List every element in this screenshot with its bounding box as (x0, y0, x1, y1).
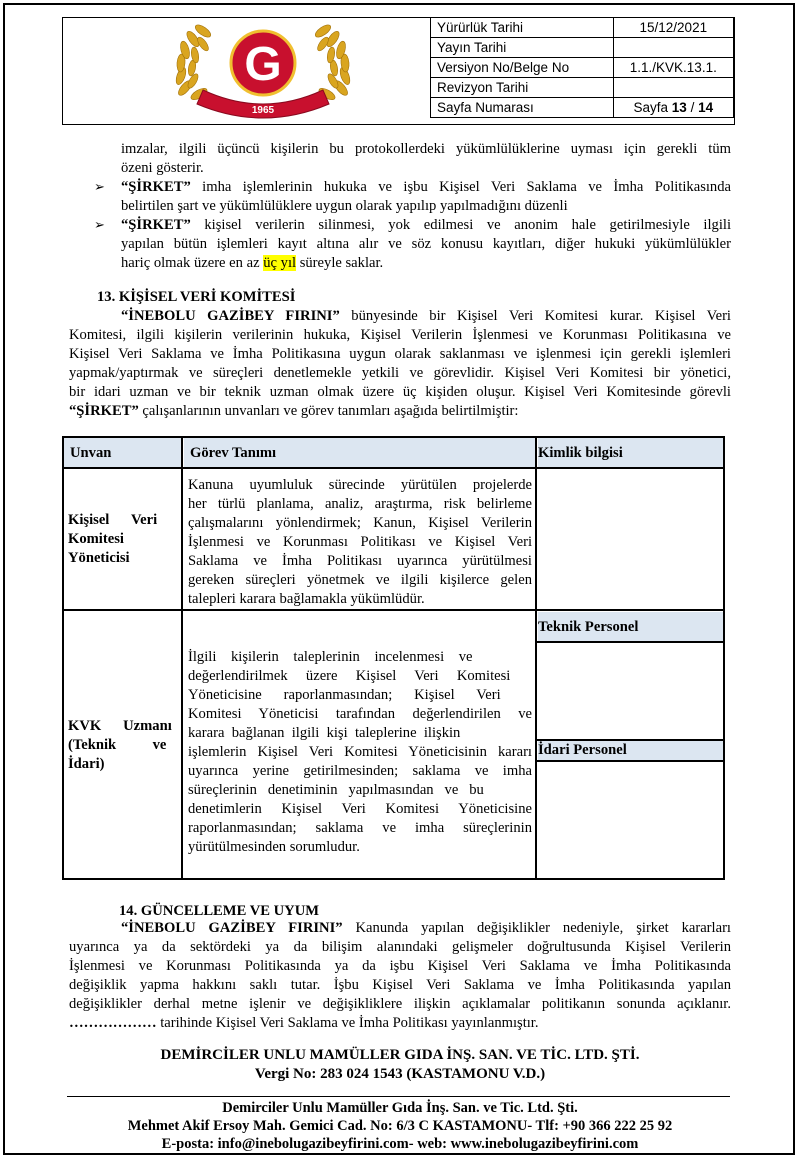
role-description: Kanuna uyumluluk sürecinde yürütülen projelerde her türlü planlama, analiz, araştırma, risk belirleme çalışmalarını yönlendirmek; Kanun, Kişisel Verilerin İşlenmesi ve Korunması Politikası ve Kişisel Veri Saklama ve İmha Politikası uyarınca yürütülmesi gereken süreçleri yönetmek ve ilgili kişilerce gelen talepleri karara bağlamakla yükümlüdür. (188, 477, 532, 607)
footer-contact: E-posta: info@inebolugazibeyfirini.com- web: www.inebolugazibeyfirini.com (161, 1136, 639, 1152)
document-header (62, 17, 735, 125)
meta-row (431, 58, 734, 78)
meta-label: Yayın Tarihi (431, 38, 614, 58)
bullet-item: “ŞİRKET” imha işlemlerinin hukuka ve işbu Kişisel Veri Saklama ve İmha Politikasında belirtilen şart ve yükümlülüklere uygun olarak yapılıp yapılmadığını düzenli (121, 179, 731, 214)
table-border (62, 467, 725, 469)
section-paragraph: “İNEBOLU GAZİBEY FIRINI” bünyesinde bir Kişisel Veri Komitesi kurar. Kişisel Veri Komitesi, ilgili kişilerin verilerinin hukuka, Kişisel Verilerin İşlenmesi ve Korunması Politikasına ve Kişisel Veri Saklama ve İmha Politikasına uygun olarak saklanması ve işlenmesi için gerekli işlemleri yapmak/yaptırmak ve süreçleri denetlemekle yetkili ve görevlidir. Kişisel Veri Komitesi bir yönetici, bir idari uzman ve bir teknik uzman olmak üzere üç kişiden oluşur. Kişisel Veri Komitesinde görevli “ŞİRKET” çalışanlarının unvanları ve görev tanımları aşağıda belirtilmiştir: (69, 308, 731, 419)
document-meta-table (430, 17, 734, 118)
table-border (536, 739, 725, 741)
section-paragraph: “İNEBOLU GAZİBEY FIRINI” Kanunda yapılan değişiklikler nedeniyle, şirket kararları uyarınca ya da sektördeki ya da bilişim alanındaki gelişmeler doğrultusunda Kişisel Verilerin İşlenmesi ve Korunması Politikasında ya da işbu Kişisel Veri Saklama ve İmha Politikasında değişiklik yapma hakkını saklı tutar. İşbu Kişisel Veri Saklama ve İmha Politikasında yapılan değişiklikler derhal metne işlenir ve değişikliklere ilişkin açıklamalar politikanın sonunda açıklanır. ……………… tarihinde Kişisel Veri Saklama ve İmha Politikası yayınlanmıştır. (69, 920, 731, 1031)
table-border (535, 436, 537, 880)
arrow-bullet-icon: ➢ (94, 218, 105, 233)
table-border (62, 436, 64, 880)
footer-address: Mehmet Akif Ersoy Mah. Gemici Cad. No: 6/3 C KASTAMONU- Tlf: +90 366 222 25 92 (127, 1118, 673, 1134)
tax-number: Vergi No: 283 024 1543 (KASTAMONU V.D.) (254, 1066, 546, 1082)
meta-row (431, 18, 734, 38)
table-border (723, 436, 725, 880)
role-title: KVK Uzmanı (Teknik ve İdari) (68, 717, 172, 772)
table-border (62, 609, 725, 611)
bullet-item: “ŞİRKET” kişisel verilerin silinmesi, yok edilmesi ve anonim hale getirilmesiyle ilgili yapılan bütün işlemleri kayıt altına alır ve söz konusu kayıtları, diğer hukuki yükümlülükler hariç olmak üzere en az üç yıl süreyle saklar. (121, 217, 731, 271)
role-title: Kişisel Veri Komitesi Yöneticisi (68, 511, 158, 566)
meta-label: Yürürlük Tarihi (431, 18, 614, 38)
table-border (181, 436, 183, 880)
meta-label: Revizyon Tarihi (431, 78, 614, 98)
role-description: İlgili kişilerin taleplerinin incelenmesi ve değerlendirilmek üzere Kişisel Veri Komitesi Yöneticisine raporlanmasından; Kişisel Veri Komitesi Yöneticisi tarafından değerlendirilen ve karara bağlanan ilgili kişi taleplerine ilişkin işlemlerin Kişisel Veri Komitesi Yöneticisinin kararı uyarınca yerine getirilmesinden; saklama ve imha süreçlerinin denetiminin yapılmasından ve bu denetimlerin Kişisel Veri Komitesi Yöneticisine raporlanmasından; saklama ve imha süreçlerinin yürütülmesinden sorumludur. (188, 649, 532, 855)
page-number: Sayfa 13 / 14 (613, 98, 733, 118)
company-name: DEMİRCİLER UNLU MAMÜLLER GIDA İNŞ. SAN. VE TİC. LTD. ŞTİ. (160, 1047, 640, 1063)
footer-divider (67, 1096, 730, 1097)
arrow-bullet-icon: ➢ (94, 180, 105, 195)
meta-value (613, 38, 733, 58)
column-header: Görev Tanımı (184, 438, 536, 468)
logo-year: 1965 (251, 105, 275, 116)
table-border (536, 760, 725, 762)
meta-value (613, 78, 733, 98)
footer-company: Demirciler Unlu Mamüller Gıda İnş. San. ve Tic. Ltd. Şti. (222, 1100, 578, 1116)
intro-paragraph: imzalar, ilgili üçüncü kişilerin bu protokollerdeki yükümlülüklerine uyması için gerekli tüm özeni gösterir. (121, 141, 731, 176)
logo-letter: G (244, 38, 282, 91)
company-logo (163, 18, 363, 124)
column-header: Unvan (64, 438, 182, 468)
table-border (62, 878, 725, 880)
meta-row (431, 98, 734, 118)
table-border (536, 641, 725, 643)
meta-value: 15/12/2021 (613, 18, 733, 38)
committee-table (62, 436, 725, 880)
meta-value: 1.1./KVK.13.1. (613, 58, 733, 78)
table-border (62, 436, 725, 438)
column-header: Kimlik bilgisi (538, 438, 723, 468)
sub-header-administrative: İdari Personel (538, 740, 723, 760)
section-heading: 13. KİŞİSEL VERİ KOMİTESİ (97, 289, 296, 305)
meta-label: Sayfa Numarası (431, 98, 614, 118)
highlighted-text: üç yıl (263, 255, 297, 271)
meta-label: Versiyon No/Belge No (431, 58, 614, 78)
meta-row (431, 38, 734, 58)
section-heading: 14. GÜNCELLEME VE UYUM (119, 903, 320, 919)
sub-header-technical: Teknik Personel (538, 612, 723, 642)
meta-row (431, 78, 734, 98)
